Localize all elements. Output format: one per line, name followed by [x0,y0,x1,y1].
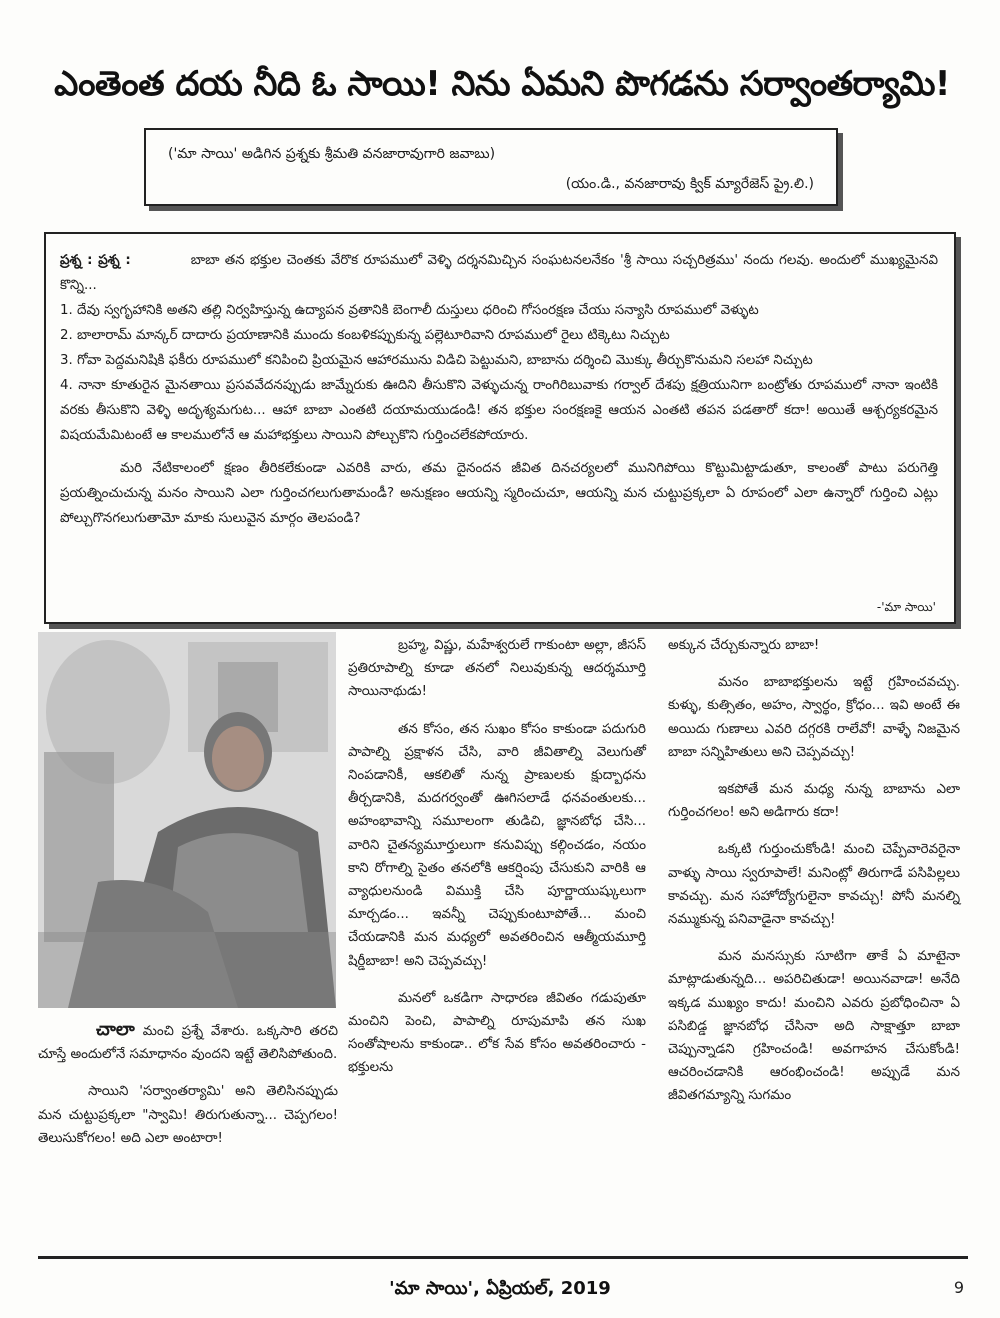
column-3 [668,634,960,1122]
column-2-paragraph-2: తన కోసం, తన సుఖం కోసం కాకుండా పదుగురి పాపాల్ని ప్రక్షాళన చేసి, వారి జీవితాల్ని వెలుగుతో నింపడానికీ, ఆకలితో నున్న ప్రాణులకు క్షుద్బాధను తీర్చడానికి, మదగర్వంతో ఊగిసలాడే ధనవంతులకు... అహంభావాన్ని సమూలంగా తుడిచి, జ్ఞానబోధ చేసి... వారిని చైతన్యమూర్తులుగా కనువిప్పు కల్గించడం, నయం కాని రోగాల్ని సైతం తనలోకి ఆకర్షింపు చేసుకుని వారికి ఆ వ్యాధులనుండి విముక్తి చేసి పూర్ణాయుష్కులుగా మార్చడం... ఇవన్నీ చెప్పుకుంటూపోతే... మంచి చేయడానికి మన మధ్యలో అవతరించిన ఆత్మీయమూర్తి షిర్డీబాబా! అని చెప్పవచ్చు! [348,721,646,969]
spacer [60,448,938,456]
footer-title: 'మా సాయి', ఏప్రియల్, 2019 [389,1278,611,1299]
subheading-box [144,128,838,206]
question-label: ప్రశ్న : ప్రశ్న : [60,253,131,268]
column-2-paragraph-3: మనలో ఒకడిగా సాధారణ జీవితం గడుపుతూ మంచిని పెంచి, పాపాల్ని రూపుమాపి తన సుఖ సంతోషాలను కాకుండా.. లోక సేవ కోసం అవతరించారు - భక్తులను [348,990,646,1076]
column-1-paragraph-2: సాయిని 'సర్వాంతర్యామి' అని తెలిసినప్పుడు మన చుట్టుప్రక్కలా "స్వామి! తిరుగుతున్నా... చెప్పగలం! తెలుసుకోగలం! అది ఎలా అంటారా! [38,1084,338,1146]
page-number: 9 [953,1278,964,1297]
portrait-illustration [38,632,336,1008]
column-3-paragraph-2: మనం బాబాభక్తులను ఇట్టే గ్రహించవచ్చు. కుళ్ళు, కుత్సితం, అహం, స్వార్థం, క్రోధం... ఇవి అంటే ఈ అయిదు గుణాలు ఎవరి దగ్గరకి రాలేవో! వాళ్ళే నిజమైన బాబా సన్నిహితులు అని చెప్పవచ్చు! [668,675,960,760]
portrait-photo [38,632,336,1008]
column-3-paragraph-5: మన మనస్సుకు సూటిగా తాకే ఏ మాటైనా మాట్లాడుతున్నది... అపరిచితుడా! అయినవాడా! అనేది ఇక్కడ ముఖ్యం కాదు! మంచిని ఎవరు ప్రబోధించినా ఏ పసిబిడ్డ జ్ఞానబోధ చేసినా అది సాక్షాత్తూ బాబా చెప్పున్నాడని గ్రహించండి! అవగాహన చేసుకోండి! ఆచరించడానికి ఆరంభించండి! అప్పుడే మన జీవితగమ్యాన్ని సుగమం [668,949,960,1104]
question-intro-text: బాబా తన భక్తుల చెంతకు వేరొక రూపములో వెళ్ళి దర్శనమిచ్చిన సంఘటనలనేకం 'శ్రీ సాయి సచ్చరిత్రము' నందు గలవు. అందులో ముఖ్యమైనవి కొన్ని... [60,253,938,293]
column-3-paragraph-1: అక్కున చేర్చుకున్నారు బాబా! [668,638,820,653]
organization-line: (యం.డి., వనజారావు క్విక్ మ్యారేజెస్ ప్రై.లి.) [565,176,814,192]
headline: ఎంతెంత దయ నీది ఓ సాయి! నిను ఏమని పొగడను సర్వాంతర్యామి! [54,64,950,104]
question-item-1: 1. దేవు స్వగృహానికి అతని తల్లి నిర్వహిస్తున్న ఉద్యాపన వ్రతానికి బెంగాలీ దుస్తులు ధరించి గోసంరక్షణ చేయు సన్యాసి రూపములో వెళ్ళుట [60,303,759,318]
question-signature: -'మా సాయి' [876,600,936,614]
column-3-paragraph-4: ఒక్కటి గుర్తుంచుకోండి! మంచి చెప్పేవారెవరైనా వాళ్ళు సాయి స్వరూపాలే! మనింట్లో తిరుగాడే పసిపిల్లలు కావచ్చు. మన సహోద్యోగులైనా కావచ్చు! పోనీ మనల్ని నమ్ముకున్న పనివాడైనా కావచ్చు! [668,842,960,928]
column-2-paragraph-1: బ్రహ్మ, విష్ణు, మహేశ్వరులే గాకుంటా అల్లా, జీసస్ ప్రతిరూపాల్ని కూడా తనలో నిలువుకున్న ఆదర్శమూర్తి సాయినాథుడు! [348,638,646,700]
column-1 [38,1018,338,1164]
question-item-4: 4. నానా కూతురైన మైనతాయి ప్రసవవేదనప్పుడు జామ్నేరుకు ఊదిని తీసుకొని వెళ్ళుచున్న రాంగిరిబువాకు గర్వాల్ దేశపు క్షత్రియునిగా బంట్రోతు రూపములో నానా ఇంటికి వరకు తీసుకొని వెళ్ళి అదృశ్యమగుట... ఆహా బాబా ఎంతటి దయామయుడండి! తన భక్తుల సంరక్షణకై ఆయన ఎంతటి తపన పడతారో కదా! అయితే ఆశ్చర్యకరమైన విషయమేమిటంటే ఆ కాలములోనే ఆ మహాభక్తులు సాయిని పోల్చుకొని గుర్తించలేకపోయారు. [60,378,938,443]
question-item-3: 3. గోవా పెద్దమనిషికి ఫకీరు రూపములో కనిపించి ప్రియమైన ఆహారమును విడిచి పెట్టుమని, బాబాను దర్శించి మొక్కు తీర్చుకొనుమని సలహా నిచ్చుట [60,353,813,368]
footer-rule [38,1256,968,1259]
column-2 [348,634,646,1094]
question-intro [60,248,938,298]
column-1-paragraph-1 [38,1018,338,1066]
column-3-paragraph-3: ఇకపోతే మన మధ్య నున్న బాబాను ఎలా గుర్తించగలం! అని అడిగారు కదా! [668,782,960,821]
lead-word: చాలా [96,1019,135,1040]
question-box [44,232,956,624]
question-closing: మరి నేటికాలంలో క్షణం తీరికలేకుండా ఎవరికి వారు, తమ దైనందన జీవిత దినచర్యలలో మునిగిపోయి కొట్టుమిట్టాడుతూ, కాలంతో పాటు పరుగెత్తి ప్రయత్నించుచున్న మనం సాయిని ఎలా గుర్తించగలుగుతామండీ? అనుక్షణం ఆయన్ని స్మరించుచూ, ఆయన్ని మన చుట్టుప్రక్కలా ఏ రూపంలో ఎలా ఉన్నారో గుర్తించి ఎట్లు పోల్చుగొనగలుగుతామో మాకు సులువైన మార్గం తెలపండి? [60,461,938,526]
question-item-2: 2. బాలారామ్ మాన్కర్ దాదారు ప్రయాణానికి ముందు కంబళికప్పుకున్న పల్లెటూరివాని రూపములో రైలు టిక్కెటు నిచ్చుట [60,328,670,343]
column-1-paragraph-1-text: మంచి ప్రశ్నే వేశారు. ఒక్కసారి తరచి చూస్తే అందులోనే సమాధానం వుందని ఇట్టే తెలిసిపోతుంది. [38,1024,338,1063]
question-attribution: ('మా సాయి' అడిగిన ప్రశ్నకు శ్రీమతి వనజారావుగారి జవాబు) [168,146,496,162]
